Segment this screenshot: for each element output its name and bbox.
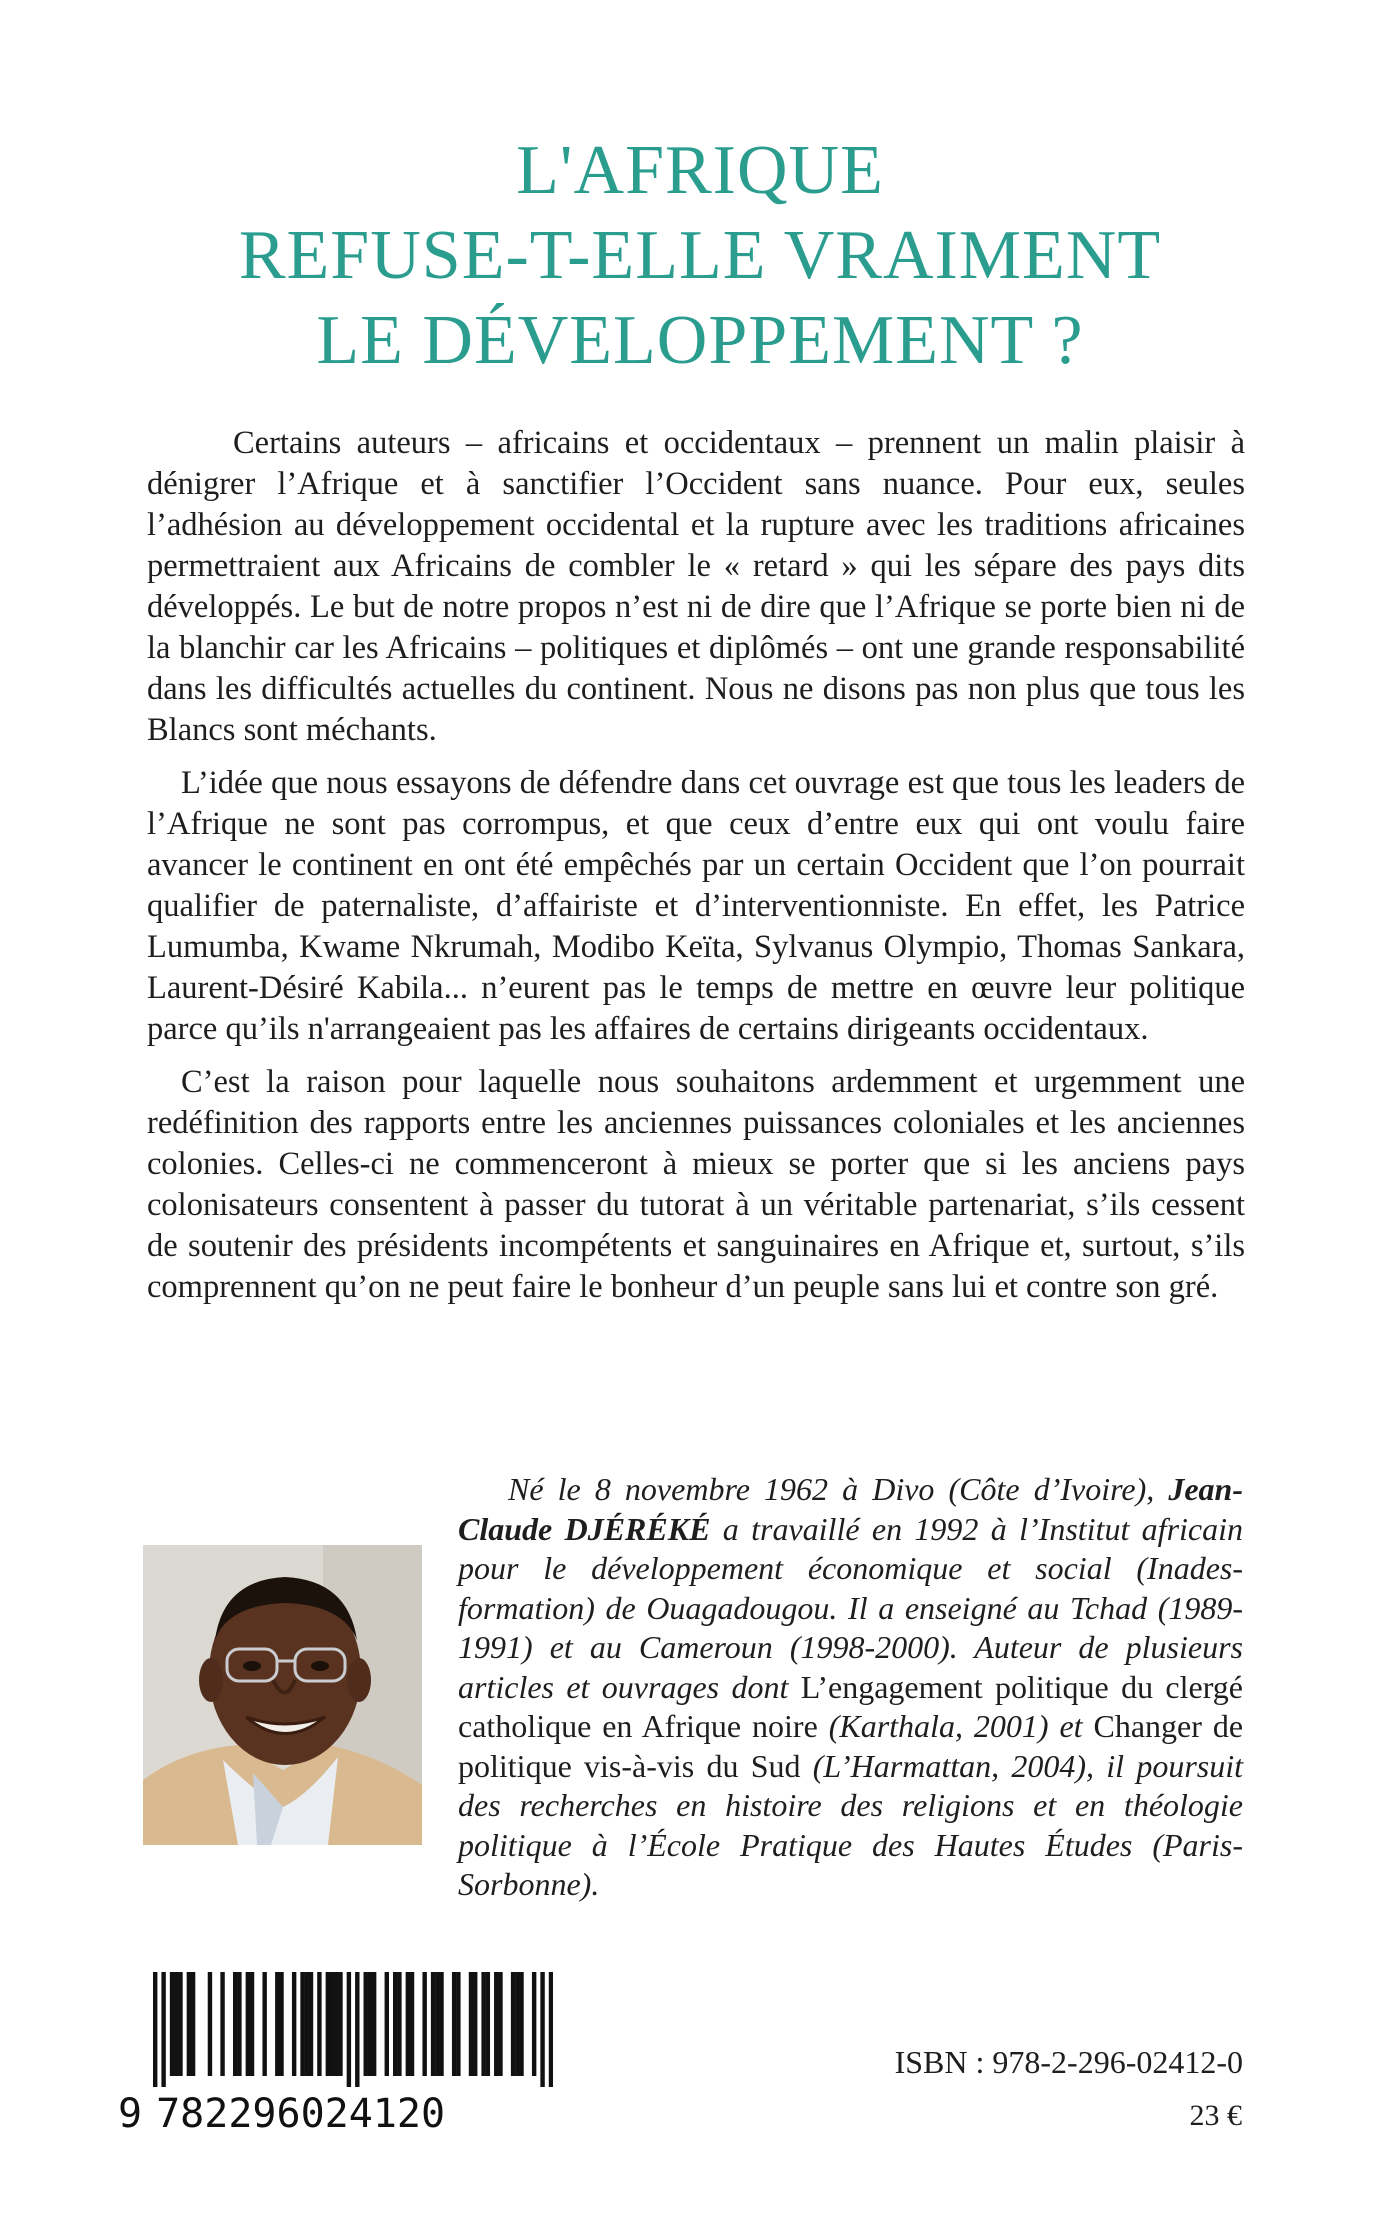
barcode-first-digit: 9	[118, 2091, 143, 2137]
blurb-paragraph-1: Certains auteurs – africains et occidentaux – prennent un malin plaisir à dénigrer l’Afrique et à sanctifier l’Occident sans nuance. Pour eux, seules l’adhésion au développement occidental et la rupture avec les traditions africaines permettraient aux Africains de combler le « retard » qui les sépare des pays dits développés. Le but de notre propos n’est ni de dire que l’Afrique se porte bien ni de la blanchir car les Africains – politiques et diplômés – ont une grande responsabilité dans les difficultés actuelles du continent. Nous ne disons pas non plus que tous les Blancs sont méchants.	[147, 425, 1245, 748]
barcode-bar	[397, 1972, 401, 2076]
author-photo	[143, 1545, 422, 1845]
barcode-bar	[481, 1972, 485, 2076]
barcode-bar	[532, 1972, 536, 2076]
author-portrait-illustration	[143, 1545, 422, 1845]
barcode-bar	[368, 1972, 372, 2076]
barcode-bar	[347, 1972, 351, 2087]
blurb	[147, 423, 1245, 1320]
barcode-bar	[439, 1972, 443, 2076]
barcode-bar	[246, 1972, 250, 2076]
barcode-bar	[364, 1972, 368, 2076]
author-bio-paragraph	[458, 1470, 1243, 1905]
bio-book-2: Changer de politique vis-à-vis du Sud	[458, 1708, 1244, 1784]
barcode-bar	[452, 1972, 456, 2076]
barcode-bar	[275, 1972, 279, 2076]
author-bio	[458, 1470, 1243, 1905]
barcode-bar	[220, 1972, 224, 2076]
barcode-bar	[208, 1972, 212, 2076]
barcode-bar	[292, 1972, 296, 2076]
price: 23 €	[1189, 2099, 1242, 2132]
barcode-bar	[237, 1972, 241, 2076]
barcode-bar	[326, 1972, 330, 2076]
barcode-bar	[174, 1972, 178, 2076]
title-line-1: L'AFRIQUE	[516, 132, 884, 209]
barcode-bar	[355, 1972, 359, 2087]
isbn: ISBN : 978-2-296-02412-0	[894, 2044, 1243, 2080]
blurb-paragraph-3: C’est la raison pour laquelle nous souhaitons ardemment et urgemment une redéfinition des rapports entre les anciennes puissances coloniales et les anciennes colonies. Celles-ci ne commenceront à mieux se porter que si les anciens pays colonisateurs consentent à passer du tutorat à un véritable partenariat, s’ils cessent de soutenir des présidents incompétents et sanguinaires en Afrique et, surtout, s’ils comprennent qu’on ne peut faire le bonheur d’un peuple sans lui et contre son gré.	[147, 1064, 1245, 1305]
blurb-paragraph-2: L’idée que nous essayons de défendre dans cet ouvrage est que tous les leaders de l’Afrique ne sont pas corrompus, et que ceux d’entre eux qui ont voulu faire avancer le continent en ont été empêchés par un certain Occident que l’on pourrait qualifier de paternaliste, d’affairiste et d’interventionniste. En effet, les Patrice Lumumba, Kwame Nkrumah, Modibo Keïta, Sylvanus Olympio, Thomas Sankara, Laurent-Désiré Kabila... n’eurent pas le temps de mettre en œuvre leur politique parce qu’ils n'arrangeaient pas les affaires de certains dirigeants occidentaux.	[147, 765, 1245, 1047]
bio-part-3: (L’Harmattan, 2004), il poursuit des recherches en histoire des religions et en théologie politique à l’École Pratique des Hautes Études (Paris-Sorbonne).	[458, 1747, 1244, 1902]
bio-part-1: a travaillé en 1992 à l’Institut africain pour le développement économique et social (Inades-formation) de Ouagadougou. Il a enseigné au Tchad (1989-1991) et au Cameroun (1998-2000). Auteur de plusieurs articles et ouvrages dont	[458, 1510, 1244, 1705]
barcode-bar	[406, 1972, 410, 2076]
barcode-bar	[330, 1972, 334, 2076]
barcode	[153, 1972, 553, 2087]
bio-part-2: (Karthala, 2001) et	[817, 1708, 1094, 1744]
barcode-bar	[233, 1972, 237, 2076]
barcode-bar	[540, 1972, 544, 2087]
barcode-bar	[305, 1972, 309, 2076]
barcode-bar	[338, 1972, 342, 2076]
barcode-bar	[161, 1972, 165, 2087]
barcode-bar	[435, 1972, 439, 2076]
barcode-bar	[511, 1972, 515, 2076]
barcode-number: 782296024120	[156, 2091, 446, 2137]
barcode-digits	[118, 2090, 558, 2138]
barcode-bar	[279, 1972, 283, 2076]
barcode-bar	[191, 1972, 195, 2076]
barcode-bar	[153, 1972, 157, 2087]
barcode-bar	[178, 1972, 182, 2076]
barcode-bar	[334, 1972, 338, 2076]
barcode-bar	[170, 1972, 174, 2076]
barcode-bar	[309, 1972, 313, 2076]
title-line-2: REFUSE-T-ELLE VRAIMENT	[238, 217, 1162, 294]
barcode-bar	[410, 1972, 414, 2076]
barcode-bar	[372, 1972, 376, 2076]
barcode-bar	[422, 1972, 426, 2076]
barcode-bar	[494, 1972, 498, 2076]
bio-intro: Né le 8 novembre 1962 à Divo (Côte d’Ivoire),	[508, 1471, 1169, 1507]
barcode-bar	[473, 1972, 477, 2076]
barcode-bar	[300, 1972, 304, 2076]
barcode-bar	[393, 1972, 397, 2076]
barcode-bar	[469, 1972, 473, 2076]
barcode-bar	[317, 1972, 321, 2076]
barcode-bar	[250, 1972, 254, 2076]
title-line-3: LE DÉVELOPPEMENT ?	[316, 302, 1084, 379]
bio-book-1: L’engagement politique du clergé catholique en Afrique noire	[458, 1668, 1243, 1744]
book-title	[0, 128, 1400, 383]
barcode-bar	[486, 1972, 490, 2076]
barcode-bar	[385, 1972, 389, 2076]
barcode-bar	[515, 1972, 519, 2076]
barcode-bar	[456, 1972, 460, 2076]
barcode-bar	[498, 1972, 502, 2076]
barcode-bar	[519, 1972, 523, 2076]
barcode-bar	[262, 1972, 266, 2076]
barcode-bar	[431, 1972, 435, 2076]
author-name: Jean-Claude DJÉRÉKÉ	[458, 1471, 1243, 1547]
barcode-bar	[549, 1972, 553, 2087]
barcode-bar	[187, 1972, 191, 2076]
